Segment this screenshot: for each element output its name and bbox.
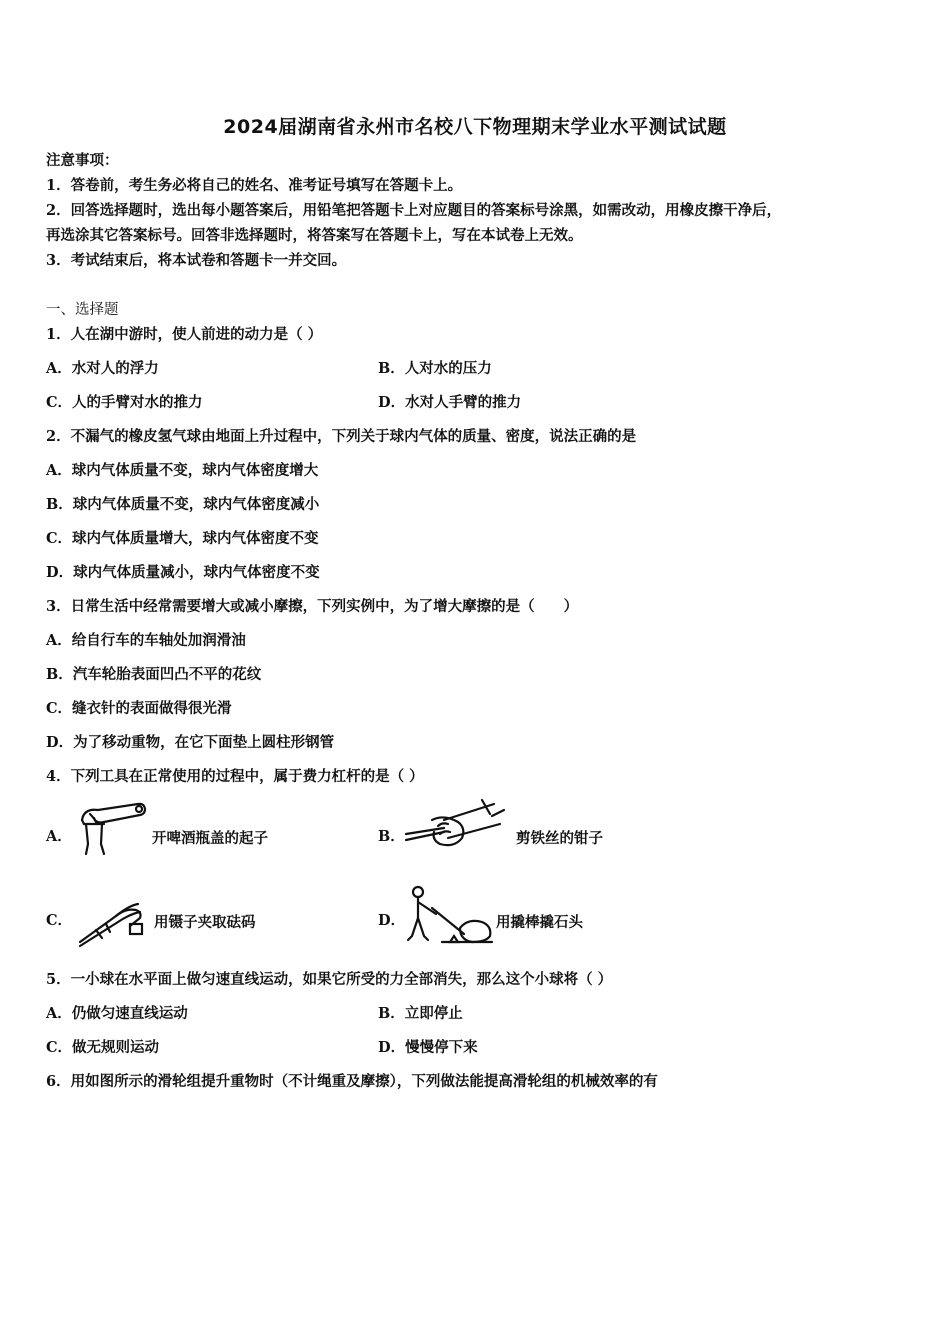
bottle-opener-figure [74, 800, 148, 856]
q5-option-a: A．仍做匀速直线运动 [46, 1005, 188, 1022]
q4-option-c-letter: C． [46, 912, 73, 929]
q4-option-d-letter: D． [378, 912, 406, 929]
q2-option-d: D．球内气体质量减小，球内气体密度不变 [46, 564, 320, 581]
q5-option-d: D．慢慢停下来 [378, 1039, 478, 1056]
notice-item: 2．回答选择题时，选出每小题答案后，用铅笔把答题卡上对应题目的答案标号涂黑，如需改动，用橡皮擦干净后， [46, 202, 782, 219]
question-6-stem: 6．用如图所示的滑轮组提升重物时（不计绳重及摩擦），下列做法能提高滑轮组的机械效率的有 [46, 1073, 658, 1090]
crowbar-lever-figure [402, 884, 494, 948]
q4-option-a-letter: A． [46, 828, 72, 845]
page-title: 2024届湖南省永州市名校八下物理期末学业水平测试试题 [223, 116, 727, 138]
q2-option-c: C．球内气体质量增大，球内气体密度不变 [46, 530, 319, 547]
q3-option-c: C．缝衣针的表面做得很光滑 [46, 700, 232, 717]
q1-option-b: B．人对水的压力 [378, 360, 492, 377]
q4-option-c-text: 用镊子夹取砝码 [154, 914, 256, 931]
q1-option-a: A．水对人的浮力 [46, 360, 159, 377]
q1-option-d: D．水对人手臂的推力 [378, 394, 522, 411]
q3-option-b: B．汽车轮胎表面凹凸不平的花纹 [46, 666, 262, 683]
notice-item: 再选涂其它答案标号。回答非选择题时，将答案写在答题卡上，写在本试卷上无效。 [46, 227, 583, 244]
section-heading: 一、选择题 [46, 302, 119, 318]
question-2-stem: 2．不漏气的橡皮氢气球由地面上升过程中，下列关于球内气体的质量、密度，说法正确的是 [46, 428, 637, 445]
q4-option-b-letter: B． [378, 828, 405, 845]
notice-item: 3．考试结束后，将本试卷和答题卡一并交回。 [46, 252, 347, 269]
notice-item: 1．答卷前，考生务必将自己的姓名、准考证号填写在答题卡上。 [46, 177, 463, 194]
q4-option-b-text: 剪铁丝的钳子 [516, 830, 603, 847]
q5-option-c: C．做无规则运动 [46, 1039, 160, 1056]
wire-cutter-pliers-figure [404, 798, 510, 856]
question-1-stem: 1．人在湖中游时，使人前进的动力是（ ） [46, 326, 323, 343]
q1-option-c: C．人的手臂对水的推力 [46, 394, 203, 411]
question-4-stem: 4．下列工具在正常使用的过程中，属于费力杠杆的是（ ） [46, 768, 424, 785]
tweezers-figure [76, 896, 150, 948]
q4-option-d-text: 用撬棒撬石头 [496, 914, 583, 931]
q5-option-b: B．立即停止 [378, 1005, 463, 1022]
q4-option-a-text: 开啤酒瓶盖的起子 [152, 830, 268, 847]
question-5-stem: 5．一小球在水平面上做匀速直线运动，如果它所受的力全部消失，那么这个小球将（ ） [46, 971, 613, 988]
question-3-stem: 3．日常生活中经常需要增大或减小摩擦，下列实例中，为了增大摩擦的是（ ） [46, 598, 579, 615]
q2-option-a: A．球内气体质量不变，球内气体密度增大 [46, 462, 319, 479]
q3-option-a: A．给自行车的车轴处加润滑油 [46, 632, 246, 649]
q3-option-d: D．为了移动重物，在它下面垫上圆柱形钢管 [46, 734, 335, 751]
q2-option-b: B．球内气体质量不变，球内气体密度减小 [46, 496, 320, 513]
notice-heading: 注意事项： [46, 152, 119, 169]
